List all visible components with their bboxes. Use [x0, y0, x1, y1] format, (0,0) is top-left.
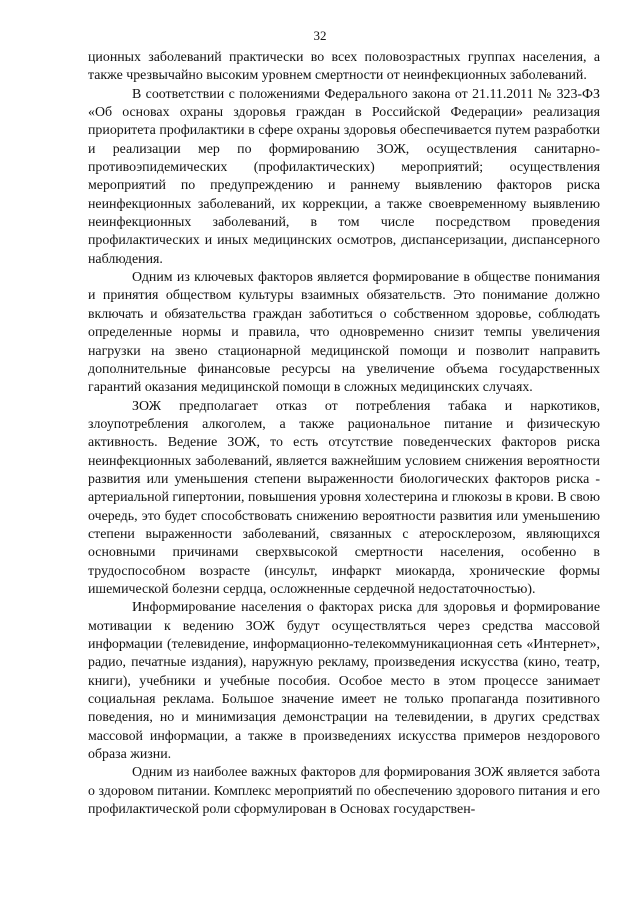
paragraph-continuation: ционных заболеваний практически во всех половозрастных группах населения, а также чрезвычайно высоким уровнем смертности от неинфекционных заболеваний. — [88, 50, 600, 84]
paragraph-federal-law: В соответствии с положениями Федерального закона от 21.11.2011 № 323-ФЗ «Об основах охраны здоровья граждан в Российской Федерации» реализация приоритета профилактики в сфере охраны здоровья обеспечивается путем разработки и реализации мер по формированию ЗОЖ, осуществления санитарно-противоэпидемических (профилактических) мероприятий; осуществления мероприятий по предупреждению и раннему выявлению факторов риска неинфекционных заболеваний, их коррекции, а также своевременному выявлению неинфекционных заболеваний, в том числе посредством проведения профилактических и иных медицинских осмотров, диспансеризации, диспансерного наблюдения. — [88, 86, 600, 267]
paragraph-key-factors: Одним из ключевых факторов является формирование в обществе понимания и принятия обществом культуры взаимных обязательств. Это понимание должно включать и обязательства граждан заботиться о собственном здоровье, соблюдать определенные нормы и правила, что одновременно снизит темпы увеличения нагрузки на звено стационарной медицинской помощи и позволит направить дополнительные финансовые ресурсы на увеличение объема государственных гарантий оказания медицинской помощи в сложных медицинских случаях. — [88, 270, 600, 396]
paragraph-healthy-lifestyle: ЗОЖ предполагает отказ от потребления табака и наркотиков, злоупотребления алкоголем, а также рациональное питание и физическую активность. Ведение ЗОЖ, то есть отсутствие поведенческих факторов риска неинфекционных заболеваний, является важнейшим условием снижения вероятности развития или уменьшения степени выраженности биологических факторов риска - артериальной гипертонии, повышения уровня холестерина и глюкозы в крови. В свою очередь, это будет способствовать снижению вероятности развития или уменьшению степени выраженности заболеваний, связанных с атеросклерозом, являющихся основными причинами сверхвысокой смертности населения, особенно в трудоспособном возрасте (инсульт, инфаркт миокарда, хронические формы ишемической болезни сердца, осложненные сердечной недостаточностью). — [88, 398, 600, 597]
paragraph-healthy-nutrition: Одним из наиболее важных факторов для формирования ЗОЖ является забота о здоровом питании. Комплекс мероприятий по обеспечению здорового питания и его профилактической роли сформулирован в Основах государствен- — [88, 765, 600, 818]
document-body — [88, 49, 600, 819]
paragraph-informing-population: Информирование населения о факторах риска для здоровья и формирование мотивации к ведению ЗОЖ будут осуществляться через средства массовой информации (телевидение, информационно-телекоммуникационная сеть «Интернет», радио, печатные издания), наружную рекламу, произведения искусства (кино, театр, книги), учебники и учебные пособия. Особое место в этом процессе занимает социальная реклама. Большое значение имеет не только пропаганда позитивного поведения, но и минимизация демонстрации на телевидении, в других средствах массовой информации, а также в произведениях искусства примеров нездорового образа жизни. — [88, 600, 600, 763]
page-number: 32 — [313, 28, 327, 43]
